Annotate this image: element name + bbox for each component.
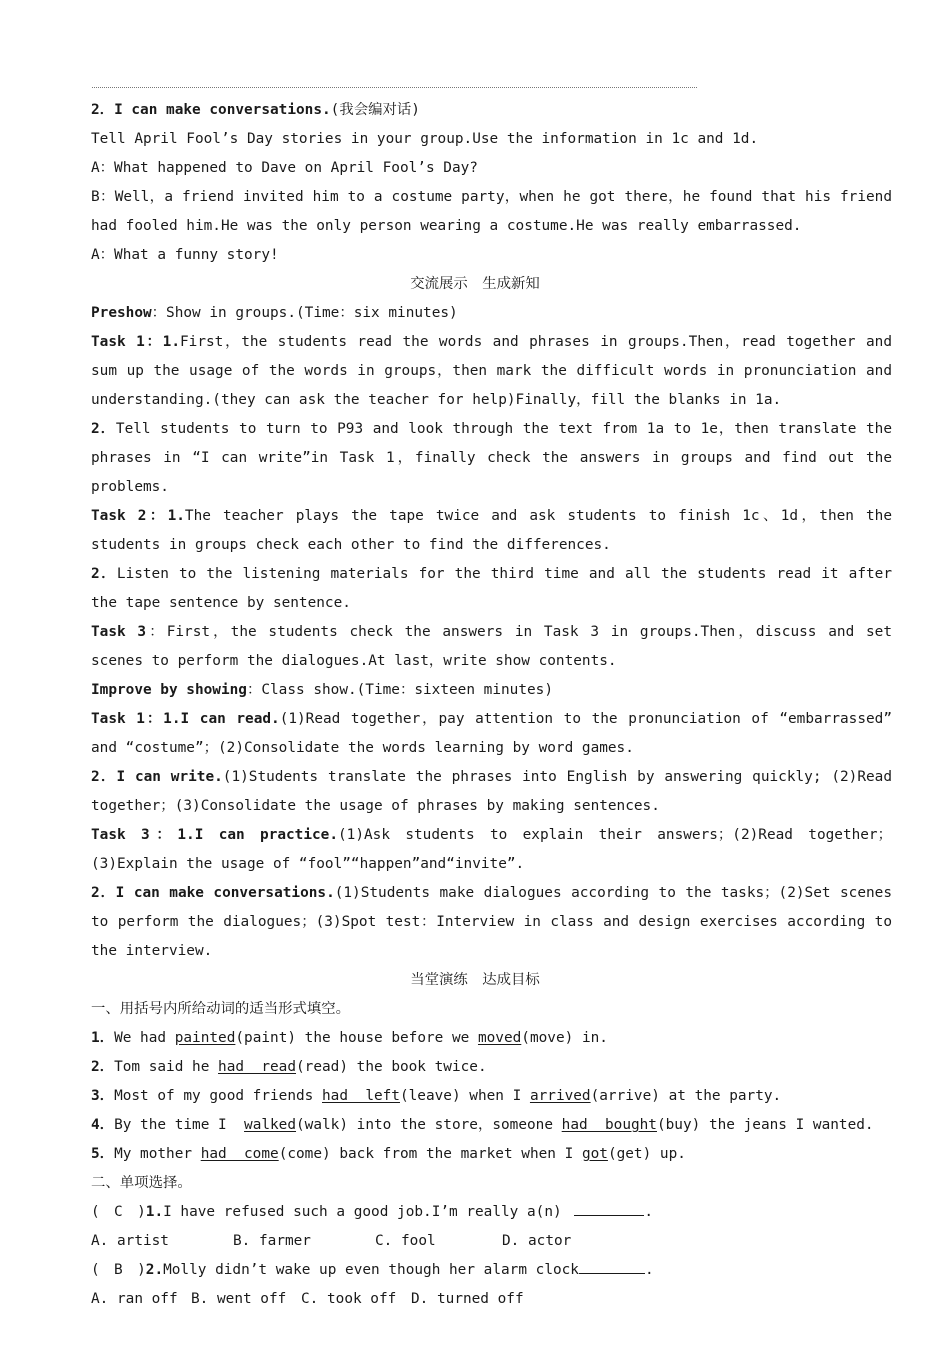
question-number: 2．	[91, 1059, 115, 1075]
task3-text: ：First，the students check the answers in Task 3 in groups.Then，discuss and set scenes to perform the dialogues.At last，write show contents.	[91, 624, 893, 669]
task1-item2-text: Tell students to turn to P93 and look through the text from 1a to 1e，then translate the phrases in “I can write”in Task 1，finally check the answers in groups and find out the problems.	[91, 421, 892, 495]
question-text: Molly didn’t wake up even though her alarm clock	[163, 1262, 579, 1278]
answer-line	[579, 1258, 645, 1274]
improve-line	[58, 676, 892, 705]
show-conversations-text: (1)Students make dialogues according to the tasks；(2)Set scenes to perform the dialogues；(3)Spot test：Interview in class and design exercises according to the interview.	[91, 885, 892, 959]
show-conversations-paragraph	[58, 879, 892, 966]
question-text: (come) back from the market when I	[278, 1146, 582, 1162]
section-title-show: 交流展示 生成新知	[410, 276, 540, 292]
fill-question-3	[58, 1082, 892, 1111]
conversation-instruction: Tell April Fool’s Day stories in your group.Use the information in 1c and 1d.	[91, 131, 759, 147]
option-d: D. actor	[502, 1233, 572, 1249]
heading-number: 2．	[91, 102, 115, 118]
answer-blank: had come	[200, 1146, 279, 1162]
show-task1-text: (1)Read together，pay attention to the pronunciation of “embarrassed” and “costume”；(2)Consolidate the words learning by word games.	[91, 711, 892, 756]
question-text: (move) in.	[521, 1030, 608, 1046]
choice-question-2	[58, 1256, 892, 1285]
task1-text: First，the students read the words and phrases in groups.Then，read together and sum up the usage of the words in groups，then mark the difficult words in pronunciation and understanding.(they can ask the teacher for help)Finally，fill the blanks in 1a.	[91, 334, 892, 408]
answer-blank: painted	[174, 1030, 236, 1046]
answer-blank: had left	[322, 1088, 400, 1104]
question-number: 2.	[145, 1262, 164, 1278]
show-write-text: (1)Students translate the phrases into English by answering quickly; (2)Read together；(3)Consolidate the usage of phrases by making sentences.	[91, 769, 892, 814]
choice-question-1	[58, 1198, 892, 1227]
preshow-text: ：Show in groups.(Time：six minutes)	[151, 305, 458, 321]
question-text: Most of my good friends	[114, 1088, 322, 1104]
show-task1-paragraph	[58, 705, 892, 763]
question-text: (read) the book twice.	[296, 1059, 487, 1075]
part2-heading: 二、单项选择。	[91, 1175, 192, 1191]
question-number: 3．	[91, 1088, 115, 1104]
option-a: A. ran off	[91, 1291, 178, 1307]
dialogue-line-b: B：Well，a friend invited him to a costume party，when he got there，he found that his friend had fooled him.He was the only person wearing a costume.He was really embarrassed.	[91, 189, 892, 234]
option-a: A. artist	[91, 1233, 169, 1249]
task2-item2-number: 2．	[91, 566, 117, 582]
question-text: We had	[114, 1030, 175, 1046]
top-dotted-rule	[92, 87, 697, 88]
question-text: (leave) when I	[399, 1088, 530, 1104]
task2-text: The teacher plays the tape twice and ask students to finish 1c、1d，then the students in groups check each other to find the differences.	[91, 508, 892, 553]
question-end: .	[644, 1204, 653, 1220]
task1-item2-paragraph	[58, 415, 892, 502]
worksheet-page	[58, 96, 892, 1314]
answer-line	[574, 1200, 644, 1216]
show-task3-text: (1)Ask students to explain their answers；(2)Read together；(3)Explain the usage of “fool”“happen”and“invite”.	[91, 827, 892, 872]
fill-question-5	[58, 1140, 892, 1169]
answer-blank: walked	[244, 1117, 297, 1133]
question-text: My mother	[114, 1146, 201, 1162]
question-end: .	[644, 1262, 654, 1278]
answer-parentheses: ( C )	[91, 1204, 146, 1220]
task2-item2-text: Listen to the listening materials for the third time and all the students read it after the tape sentence by sentence.	[91, 566, 892, 611]
answer-blank: got	[581, 1146, 608, 1162]
task1-paragraph	[58, 328, 892, 415]
fill-question-4	[58, 1111, 892, 1140]
dialogue-line-a2: A：What a funny story!	[91, 247, 279, 263]
fill-question-2	[58, 1053, 892, 1082]
preshow-line	[58, 299, 892, 328]
answer-blank: had read	[218, 1059, 297, 1075]
question-number: 5．	[91, 1146, 115, 1162]
dialogue-line-a1: A：What happened to Dave on April Fool’s Day?	[91, 160, 478, 176]
option-c: C. fool	[375, 1233, 436, 1249]
option-c: C. took off	[301, 1291, 397, 1307]
choice-options-1	[58, 1227, 892, 1256]
show-task1-label: Task 1：1.I can read.	[91, 711, 280, 727]
answer-blank: arrived	[529, 1088, 591, 1104]
task3-label: Task 3	[91, 624, 147, 640]
show-task3-paragraph	[58, 821, 892, 879]
question-number: 1.	[145, 1204, 164, 1220]
show-task3-label: Task 3：1.I can practice.	[91, 827, 339, 843]
preshow-label: Preshow	[91, 305, 152, 321]
improve-text: ：Class show.(Time：sixteen minutes)	[246, 682, 553, 698]
show-write-label: 2．I can write.	[91, 769, 223, 785]
option-b: B. farmer	[233, 1233, 311, 1249]
fill-question-1	[58, 1024, 892, 1053]
question-text: (get) up.	[607, 1146, 686, 1162]
answer-blank: moved	[477, 1030, 522, 1046]
heading-chinese: (我会编对话)	[330, 102, 420, 118]
question-text: (paint) the house before we	[235, 1030, 478, 1046]
task2-item2-paragraph	[58, 560, 892, 618]
question-text: I have refused such a good job.I’m really a(n)	[163, 1204, 571, 1220]
question-text: (arrive) at the party.	[590, 1088, 782, 1104]
question-number: 4．	[91, 1117, 115, 1133]
show-conversations-label: 2．I can make conversations.	[91, 885, 335, 901]
question-number: 1．	[91, 1030, 115, 1046]
task1-label: Task 1：1.	[91, 334, 181, 350]
question-text: (buy) the jeans I wanted.	[656, 1117, 874, 1133]
option-d: D. turned off	[411, 1291, 524, 1307]
question-text: Tom said he	[114, 1059, 219, 1075]
part1-heading: 一、用括号内所给动词的适当形式填空。	[91, 1001, 351, 1017]
improve-label: Improve by showing	[91, 682, 247, 698]
choice-options-2	[58, 1285, 892, 1314]
task2-label: Task 2：1.	[91, 508, 185, 524]
option-b: B. went off	[191, 1291, 287, 1307]
conversation-heading	[58, 96, 892, 125]
task3-paragraph	[58, 618, 892, 676]
answer-parentheses: ( B )	[91, 1262, 146, 1278]
question-text: By the time I	[114, 1117, 245, 1133]
task1-item2-number: 2．	[91, 421, 116, 437]
question-text: (walk) into the store，someone	[296, 1117, 562, 1133]
answer-blank: had bought	[561, 1117, 657, 1133]
task2-paragraph	[58, 502, 892, 560]
section-title-practice: 当堂演练 达成目标	[410, 972, 540, 988]
show-write-paragraph	[58, 763, 892, 821]
heading-bold: I can make conversations.	[114, 102, 331, 118]
